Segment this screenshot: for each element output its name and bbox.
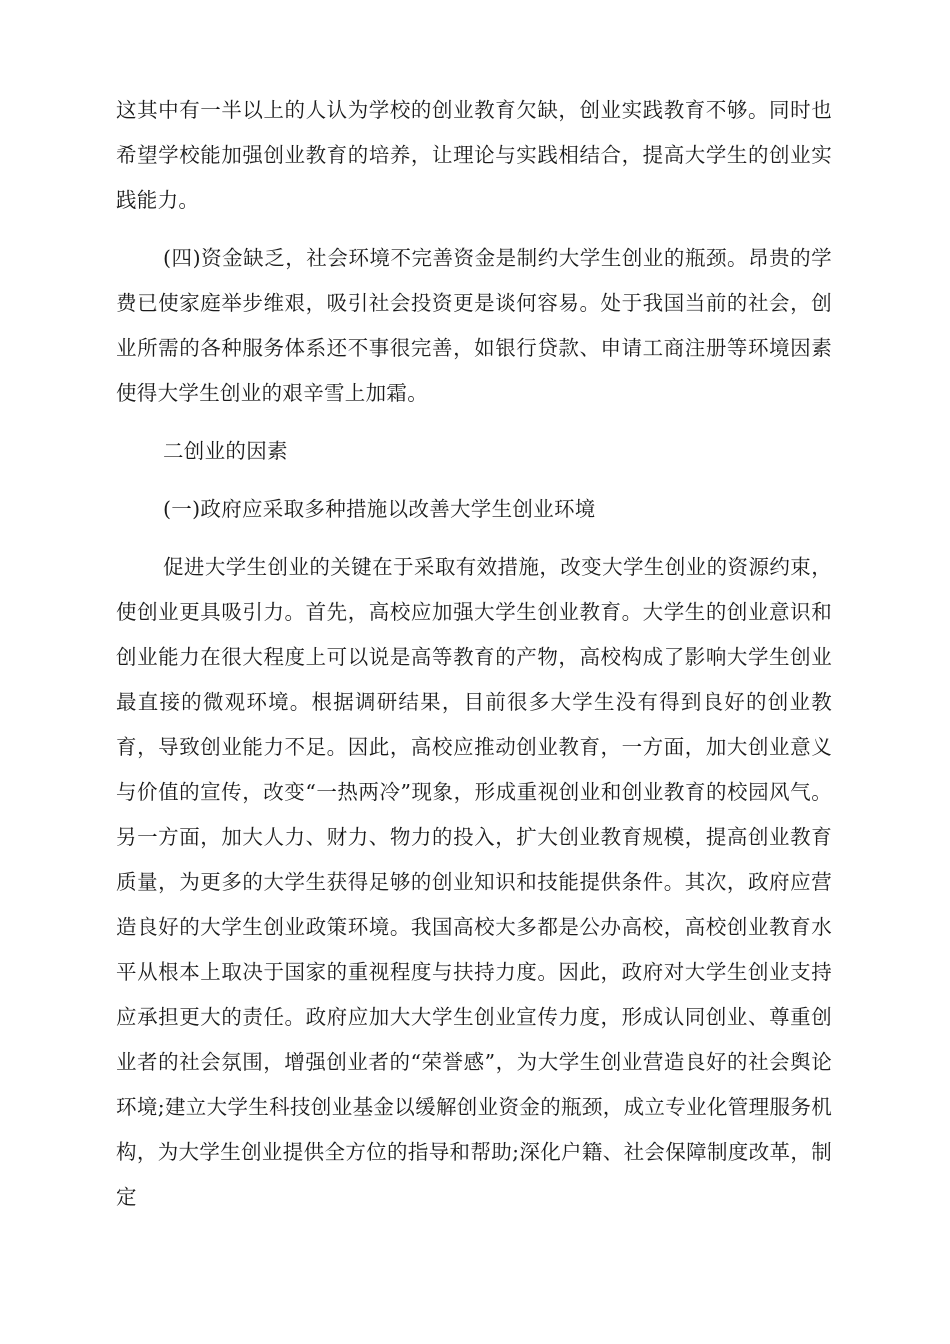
document-page <box>116 88 832 1220</box>
paragraph-continuation: 这其中有一半以上的人认为学校的创业教育欠缺，创业实践教育不够。同时也希望学校能加强创业教育的培养，让理论与实践相结合，提高大学生的创业实践能力。 <box>116 98 832 212</box>
paragraph-funding-shortage: (四)资金缺乏，社会环境不完善资金是制约大学生创业的瓶颈。昂贵的学费已使家庭举步维艰，吸引社会投资更是谈何容易。处于我国当前的社会，创业所需的各种服务体系还不事很完善，如银行贷款、申请工商注册等环境因素使得大学生创业的艰辛雪上加霜。 <box>116 246 832 405</box>
subsection-heading: (一)政府应采取多种措施以改善大学生创业环境 <box>163 497 596 521</box>
section-heading: 二创业的因素 <box>163 439 288 463</box>
paragraph-government-measures: 促进大学生创业的关键在于采取有效措施，改变大学生创业的资源约束，使创业更具吸引力。首先，高校应加强大学生创业教育。大学生的创业意识和创业能力在很大程度上可以说是高等教育的产物，高校构成了影响大学生创业最直接的微观环境。根据调研结果，目前很多大学生没有得到良好的创业教育，导致创业能力不足。因此，高校应推动创业教育，一方面，加大创业意义与价值的宣传，改变“一热两冷”现象，形成重视创业和创业教育的校园风气。另一方面，加大人力、财力、物力的投入，扩大创业教育规模，提高创业教育质量，为更多的大学生获得足够的创业知识和技能提供条件。其次，政府应营造良好的大学生创业政策环境。我国高校大多都是公办高校，高校创业教育水平从根本上取决于国家的重视程度与扶持力度。因此，政府对大学生创业支持应承担更大的责任。政府应加大大学生创业宣传力度，形成认同创业、尊重创业者的社会氛围，增强创业者的“荣誉感”，为大学生创业营造良好的社会舆论环境;建立大学生科技创业基金以缓解创业资金的瓶颈，成立专业化管理服务机构，为大学生创业提供全方位的指导和帮助;深化户籍、社会保障制度改革，制定 <box>116 555 832 1209</box>
